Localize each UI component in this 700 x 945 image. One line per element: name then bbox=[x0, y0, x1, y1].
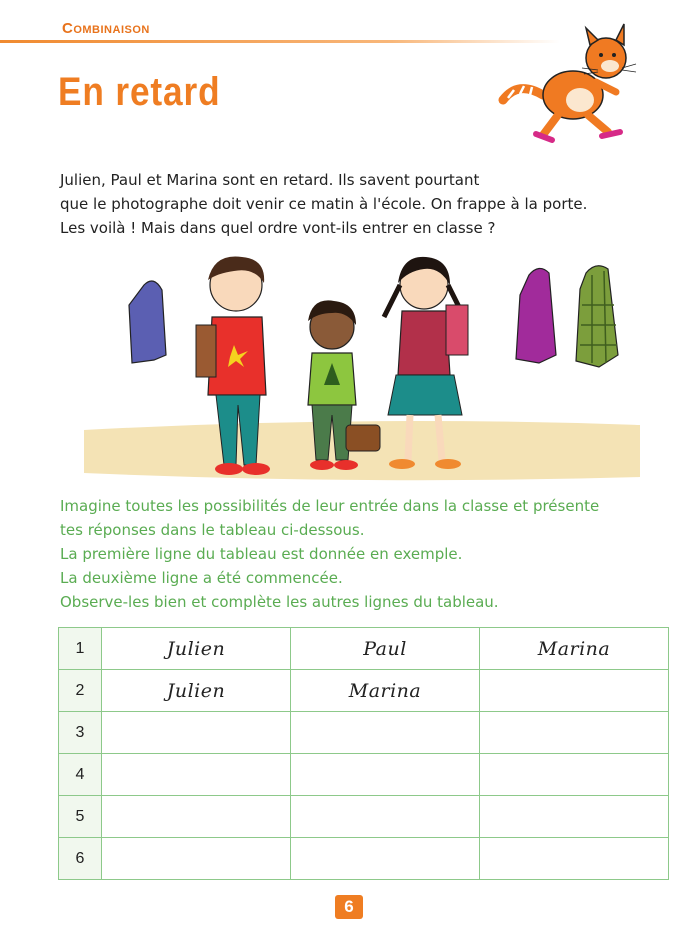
row-number: 6 bbox=[59, 838, 102, 880]
header-rule bbox=[0, 40, 560, 43]
table-row bbox=[59, 796, 669, 838]
answer-cell[interactable] bbox=[480, 670, 669, 712]
answer-cell[interactable] bbox=[291, 628, 480, 670]
table-row bbox=[59, 754, 669, 796]
row-number: 3 bbox=[59, 712, 102, 754]
coat-blue-icon bbox=[129, 281, 166, 363]
answer-cell[interactable] bbox=[102, 796, 291, 838]
page-number-badge: 6 bbox=[335, 895, 363, 919]
answer-cell[interactable] bbox=[480, 838, 669, 880]
table-row bbox=[59, 670, 669, 712]
answer-cell[interactable] bbox=[291, 796, 480, 838]
running-cat-illustration bbox=[498, 10, 648, 150]
answer-cell[interactable] bbox=[102, 838, 291, 880]
instruction-line: Observe-les bien et complète les autres lignes du tableau. bbox=[60, 593, 499, 611]
answer-cell[interactable] bbox=[102, 628, 291, 670]
intro-line: Les voilà ! Mais dans quel ordre vont-ils entrer en classe ? bbox=[60, 219, 496, 237]
intro-line: Julien, Paul et Marina sont en retard. Ils savent pourtant bbox=[60, 171, 480, 189]
instruction-line: Imagine toutes les possibilités de leur entrée dans la classe et présente bbox=[60, 497, 600, 515]
answer-table bbox=[58, 627, 669, 880]
section-label: Combinaison bbox=[62, 20, 150, 37]
instruction-line: La première ligne du tableau est donnée en exemple. bbox=[60, 545, 463, 563]
intro-text bbox=[60, 168, 620, 240]
handwritten-name: Marina bbox=[537, 637, 611, 660]
row-number: 4 bbox=[59, 754, 102, 796]
handwritten-name: Marina bbox=[348, 679, 422, 702]
answer-cell[interactable] bbox=[102, 712, 291, 754]
answer-cell[interactable] bbox=[102, 754, 291, 796]
children-illustration bbox=[84, 245, 640, 485]
answer-cell[interactable] bbox=[480, 712, 669, 754]
handwritten-name: Julien bbox=[166, 637, 226, 660]
answer-cell[interactable] bbox=[480, 754, 669, 796]
row-number: 2 bbox=[59, 670, 102, 712]
table-row bbox=[59, 838, 669, 880]
instruction-line: tes réponses dans le tableau ci-dessous. bbox=[60, 521, 365, 539]
answer-cell[interactable] bbox=[291, 754, 480, 796]
table-row bbox=[59, 628, 669, 670]
coat-purple-icon bbox=[516, 268, 556, 363]
row-number: 1 bbox=[59, 628, 102, 670]
answer-cell[interactable] bbox=[291, 670, 480, 712]
answer-cell[interactable] bbox=[102, 670, 291, 712]
row-number: 5 bbox=[59, 796, 102, 838]
answer-cell[interactable] bbox=[291, 838, 480, 880]
answer-cell[interactable] bbox=[480, 796, 669, 838]
intro-line: que le photographe doit venir ce matin à l'école. On frappe à la porte. bbox=[60, 195, 588, 213]
answer-cell[interactable] bbox=[480, 628, 669, 670]
handwritten-name: Paul bbox=[363, 637, 407, 660]
child-paul-icon bbox=[308, 300, 380, 470]
page-title: En retard bbox=[58, 70, 221, 114]
coat-green-icon bbox=[576, 266, 618, 367]
answer-cell[interactable] bbox=[291, 712, 480, 754]
instructions-text bbox=[60, 494, 660, 614]
instruction-line: La deuxième ligne a été commencée. bbox=[60, 569, 343, 587]
table-row bbox=[59, 712, 669, 754]
handwritten-name: Julien bbox=[166, 679, 226, 702]
